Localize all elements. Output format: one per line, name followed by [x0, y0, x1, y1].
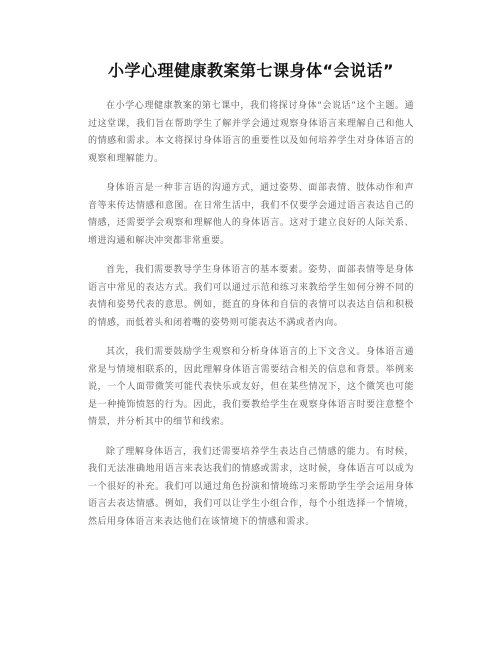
paragraph-2: 身体语言是一种非言语的沟通方式，通过姿势、面部表情、肢体动作和声音等来传达情感和意图。在日常生活中，我们不仅要学会通过语言表达自己的情感，还需要学会观察和理解他人的身体语言。这对于建立良好的人际关系、增进沟通和解决冲突都非常重要。	[88, 183, 414, 246]
paragraph-3: 首先，我们需要教导学生身体语言的基本要素。姿势、面部表情等是身体语言中常见的表达方式。我们可以通过示范和练习来教给学生如何分辨不同的表情和姿势代表的意思。例如，挺直的身体和自信的表情可以表达自信和积极的情感，而低着头和闭着嘴的姿势则可能表达不满或者内向。	[88, 265, 414, 328]
paragraph-1: 在小学心理健康教案的第七课中，我们将探讨身体“会说话”这个主题。通过这堂课，我们旨在帮助学生了解并学会通过观察身体语言来理解自己和他人的情感和需求。本文将探讨身体语言的重要性以及如何培养学生对身体语言的观察和理解能力。	[88, 101, 414, 164]
paragraph-5: 除了理解身体语言，我们还需要培养学生表达自己情感的能力。有时候，我们无法准确地用语言来表达我们的情感或需求，这时候，身体语言可以成为一个很好的补充。我们可以通过角色扮演和情境练习来帮助学生学会运用身体语言去表达情感。例如，我们可以让学生小组合作，每个小组选择一个情境，然后用身体语言来表达他们在该情境下的情感和需求。	[88, 446, 414, 527]
document-title: 小学心理健康教案第七课身体“会说话”	[107, 61, 395, 80]
paragraph-4: 其次，我们需要鼓励学生观察和分析身体语言的上下文含义。身体语言通常是与情境相联系的，因此理解身体语言需要结合相关的信息和背景。举例来说，一个人面带微笑可能代表快乐或友好，但在某些情况下，这个微笑也可能是一种掩饰愤怒的行为。因此，我们要教给学生在观察身体语言时要注意整个情景，并分析其中的细节和线索。	[88, 347, 414, 427]
document-body	[88, 98, 414, 543]
